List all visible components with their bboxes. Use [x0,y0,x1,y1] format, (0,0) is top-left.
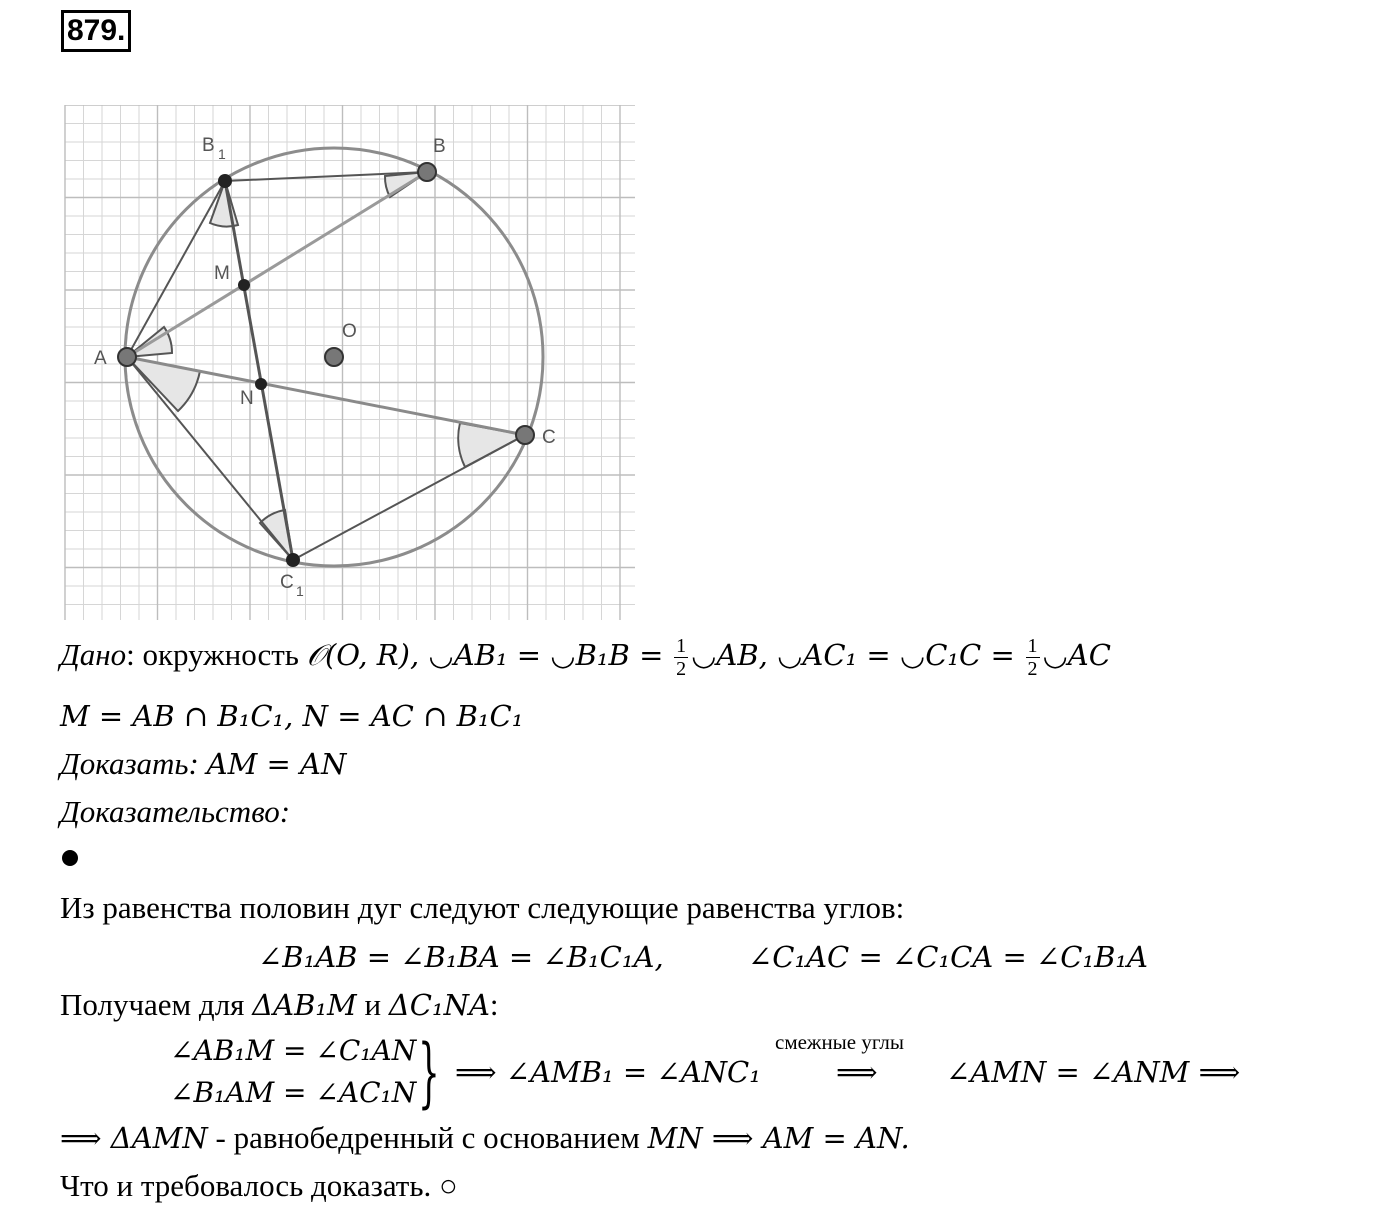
angles-eq-2: ∠C₁AC = ∠C₁CA = ∠C₁B₁A [748,940,1148,974]
given-line-2: M = AB ∩ B₁C₁, N = AC ∩ B₁C₁ [60,699,524,733]
colon: : [489,987,499,1022]
label-c: C [542,427,556,448]
conclusion-line [60,1118,910,1158]
fraction-half-2: $\frac{1}{2}$ [1027,635,1038,681]
label-m: M [214,263,230,284]
point-c1 [286,553,300,567]
segment-b1c1 [225,181,293,560]
get-for-line [60,985,499,1025]
label-b1-sub: 1 [218,146,226,162]
label-b1: B [202,135,215,156]
geometry-figure [60,105,640,625]
proof-label: Доказательство: [60,794,291,829]
implies-1: ⟹ ∠AMB₁ = ∠ANC₁ [455,1055,761,1089]
conclusion-b: - равнобедренный с основанием [207,1120,640,1155]
prove-math: AM = AN [206,747,347,781]
segment-ab [127,172,427,357]
adjacent-angles-label: смежные углы [775,1030,904,1054]
conclusion-a: ⟹ ΔAMN [60,1121,208,1155]
given-line-1 [60,635,1111,680]
label-a: A [94,348,107,369]
prove-label: Доказать: [60,746,199,781]
bullet-point [62,850,78,866]
implies-3: ∠AMN = ∠ANM ⟹ [946,1055,1241,1089]
system-eq-1: ∠AB₁M = ∠C₁AN [170,1034,417,1067]
label-c1: C [280,572,294,593]
given-math-c: ◡AC [1042,638,1111,672]
fraction-half-1: $\frac{1}{2}$ [676,635,687,681]
qed-line: Что и требовалось доказать. ○ [60,1168,458,1203]
point-a [118,348,136,366]
angles-eq-1: ∠B₁AB = ∠B₁BA = ∠B₁C₁A, [258,940,664,974]
label-o: O [342,321,357,342]
right-brace: } [418,1027,440,1116]
given-math-a: 𝒪(O, R), ◡AB₁ = ◡B₁B = [306,638,664,672]
get-for-label: Получаем для [60,987,245,1022]
angle-system [170,1030,416,1114]
label-b: B [433,136,446,157]
point-n [255,378,267,390]
system-eq-2: ∠B₁AM = ∠AC₁N [170,1076,417,1109]
label-n: N [240,388,254,409]
point-m [238,279,250,291]
triangle-1: ΔAB₁M [252,988,357,1022]
point-c [516,426,534,444]
triangle-2: ΔC₁NA [388,988,490,1022]
point-b [418,163,436,181]
given-label: Дано [60,637,127,672]
given-rest: : окружность [126,637,299,672]
point-b1 [218,174,232,188]
prove-line [60,744,346,784]
problem-number: 879. [61,10,131,52]
arcs-line: Из равенства половин дуг следуют следующие равенства углов: [60,890,905,925]
point-o [325,348,343,366]
label-c1-sub: 1 [296,583,304,599]
implies-2: ⟹ [836,1055,878,1089]
conclusion-c: MN ⟹ AM = AN. [647,1121,910,1155]
given-math-b: ◡AB, ◡AC₁ = ◡C₁C = [691,638,1015,672]
and-word: и [364,987,382,1022]
